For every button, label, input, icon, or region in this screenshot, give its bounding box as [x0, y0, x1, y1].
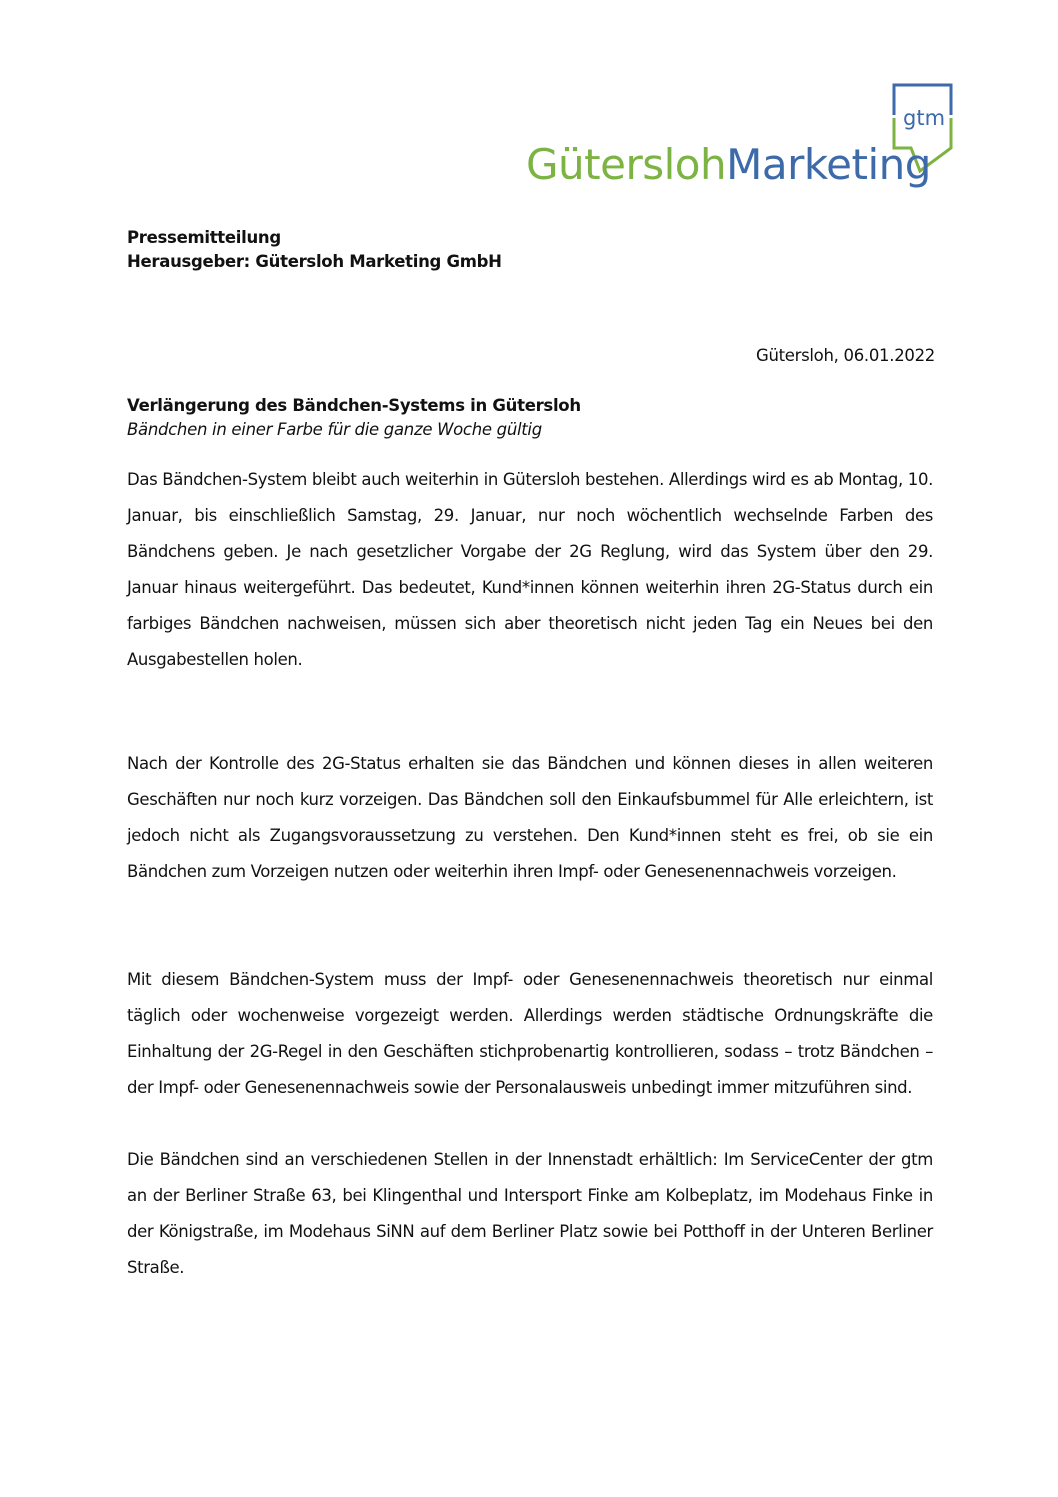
logo-word-marketing: Marketing	[726, 140, 931, 189]
body-paragraph-4	[127, 1142, 933, 1286]
place-date: Gütersloh, 06.01.2022	[755, 346, 935, 365]
guetersloh-marketing-logo	[520, 78, 970, 208]
headline: Verlängerung des Bändchen-Systems in Gütersloh	[127, 396, 581, 415]
body-paragraph-2	[127, 746, 933, 890]
body-paragraph-3	[127, 962, 933, 1106]
paragraph-text: Die Bändchen sind an verschiedenen Stellen in der Innenstadt erhältlich: Im ServiceCenter der gtm an der Berliner Straße 63, bei Klingenthal und Intersport Finke am Kolbeplatz, im Modehaus Finke in der Königstraße, im Modehaus SiNN auf dem Berliner Platz sowie bei Potthoff in der Unteren Berliner Straße.	[127, 1150, 933, 1277]
logo-wordmark	[526, 140, 931, 190]
press-release-label: Pressemitteilung	[127, 228, 281, 247]
paragraph-text: Nach der Kontrolle des 2G-Status erhalten sie das Bändchen und können dieses in allen weiteren Geschäften nur noch kurz vorzeigen. Das Bändchen soll den Einkaufsbummel für Alle erleichtern, ist jedoch nicht als Zugangsvoraussetzung zu verstehen. Den Kund*innen steht es frei, ob sie ein Bändchen zum Vorzeigen nutzen oder weiterhin ihren Impf- oder Genesenennachweis vorzeigen.	[127, 754, 933, 881]
press-header	[127, 226, 502, 274]
paragraph-text: Das Bändchen-System bleibt auch weiterhin in Gütersloh bestehen. Allerdings wird es ab Montag, 10. Januar, bis einschließlich Samstag, 29. Januar, nur noch wöchentlich wechselnde Farben des Bändchens geben. Je nach gesetzlicher Vorgabe der 2G Reglung, wird das System über den 29. Januar hinaus weitergeführt. Das bedeutet, Kund*innen können weiterhin ihren 2G-Status durch ein farbiges Bändchen nachweisen, müssen sich aber theoretisch nicht jeden Tag ein Neues bei den Ausgabestellen holen.	[127, 470, 933, 669]
logo-word-guetersloh: Gütersloh	[526, 140, 727, 189]
logo-badge-text: gtm	[903, 106, 946, 130]
publisher-line: Herausgeber: Gütersloh Marketing GmbH	[127, 252, 502, 271]
body-paragraph-1	[127, 462, 933, 678]
subheadline: Bändchen in einer Farbe für die ganze Woche gültig	[127, 420, 542, 439]
paragraph-text: Mit diesem Bändchen-System muss der Impf- oder Genesenennachweis theoretisch nur einmal täglich oder wochenweise vorgezeigt werden. Allerdings werden städtische Ordnungskräfte die Einhaltung der 2G-Regel in den Geschäften stichprobenartig kontrollieren, sodass – trotz Bändchen – der Impf- oder Genesenennachweis sowie der Personalausweis unbedingt immer mitzuführen sind.	[127, 970, 933, 1097]
